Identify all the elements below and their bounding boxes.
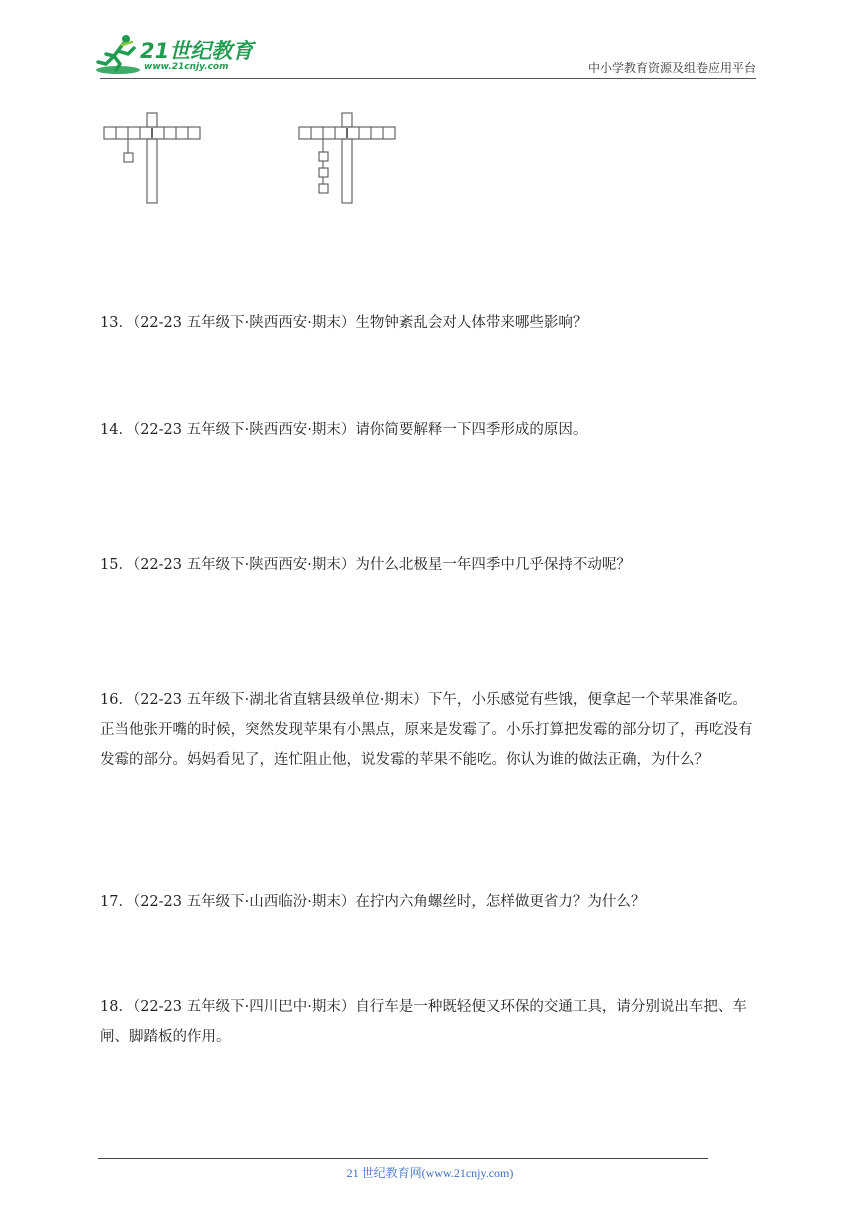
lever-diagram-2 (298, 110, 398, 206)
lever-diagram-1 (103, 110, 203, 206)
footer-link[interactable]: 21 世纪教育网(www.21cnjy.com) (346, 1166, 514, 1180)
question-18: 18．（22-23 五年级下·四川巴中·期末）自行车是一种既轻便又环保的交通工具，请分别说出车把、车闸、脚踏板的作用。 (100, 999, 747, 1045)
site-logo[interactable] (92, 32, 262, 78)
page-header (0, 0, 860, 80)
platform-name: 中小学教育资源及组卷应用平台 (587, 61, 756, 75)
header-divider (100, 78, 756, 79)
question-15: 15．（22-23 五年级下·陕西西安·期末）为什么北极星一年四季中几乎保持不动呢？ (100, 557, 631, 573)
question-16: 16．（22-23 五年级下·湖北省直辖县级单位·期末）下午，小乐感觉有些饿，便拿起一个苹果准备吃。正当他张开嘴的时候，突然发现苹果有小黑点，原来是发霉了。小乐打算把发霉的部分切了，再吃没有发霉的部分。妈妈看见了，连忙阻止他，说发霉的苹果不能吃。你认为谁的做法正确，为什么？ (100, 692, 753, 768)
logo-title: 21世纪教育 (140, 39, 254, 63)
logo-url: www.21cnjy.com (144, 62, 229, 72)
question-13: 13．（22-23 五年级下·陕西西安·期末）生物钟紊乱会对人体带来哪些影响？ (100, 315, 588, 331)
question-17: 17．（22-23 五年级下·山西临汾·期末）在拧内六角螺丝时，怎样做更省力？为什么？ (100, 894, 646, 910)
question-14: 14．（22-23 五年级下·陕西西安·期末）请你简要解释一下四季形成的原因。 (100, 422, 588, 438)
footer-divider (98, 1158, 708, 1159)
runner-icon (92, 32, 142, 78)
